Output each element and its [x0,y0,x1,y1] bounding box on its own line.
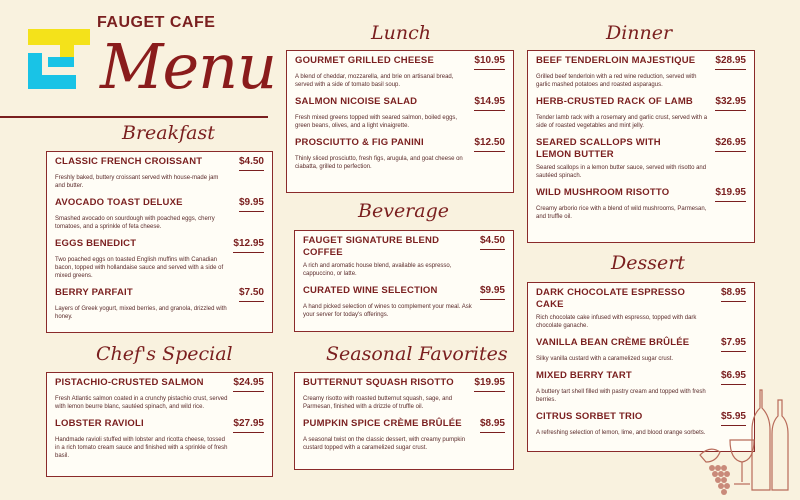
item-name: GOURMET GRILLED CHEESE [295,55,434,66]
beverage-panel [294,230,514,332]
section-title-breakfast: Breakfast [122,122,215,144]
item-name: PISTACHIO-CRUSTED SALMON [55,377,204,388]
item-price: $24.95 [233,377,264,392]
item-description: A hand picked selection of wines to complement your meal. Ask your server for today's offerings. [303,304,472,318]
item-price: $32.95 [715,96,746,111]
item-description: Creamy arborio rice with a blend of wild mushrooms, Parmesan, and truffle oil. [536,206,707,220]
item-name: EGGS BENEDICT [55,238,137,249]
menu-item [295,137,505,171]
item-price: $8.95 [480,418,505,433]
menu-item [303,285,505,319]
item-name: CURATED WINE SELECTION [303,285,438,296]
item-description: Smashed avocado on sourdough with poached eggs, cherry tomatoes, and a sprinkle of feta cheese. [55,216,215,230]
item-description: Seared scallops in a lemon butter sauce, served with risotto and sautéed spinach. [536,165,707,179]
menu-item [55,238,264,280]
item-name: DARK CHOCOLATE ESPRESSO CAKE [536,287,686,310]
item-price: $9.95 [239,197,264,212]
item-price: $4.50 [480,235,505,250]
seasonal-favorites-panel [294,372,514,470]
item-name: CLASSIC FRENCH CROISSANT [55,156,203,167]
item-price: $12.95 [233,238,264,253]
item-price: $9.95 [480,285,505,300]
menu-item [536,137,746,180]
item-description: A blend of cheddar, mozzarella, and brie on artisanal bread, served with a side of tomato basil soup. [295,74,454,88]
item-name: LOBSTER RAVIOLI [55,418,144,429]
section-title-dessert: Dessert [611,252,685,274]
item-name: BEEF TENDERLOIN MAJESTIQUE [536,55,696,66]
menu-item [55,287,264,321]
cafe-logo-icon [26,27,96,91]
item-description: Fresh Atlantic salmon coated in a crunchy pistachio crust, served with lemon beurre blanc, sautéed spinach, and wild rice. [55,396,228,410]
item-price: $4.50 [239,156,264,171]
section-title-dinner: Dinner [606,22,673,44]
item-name: SEARED SCALLOPS WITH LEMON BUTTER [536,137,661,160]
breakfast-panel [46,151,273,333]
menu-item [55,156,264,190]
section-title-beverage: Beverage [358,200,450,222]
menu-item [55,377,264,411]
menu-item [536,187,746,221]
item-price: $28.95 [715,55,746,70]
item-description: Rich chocolate cake infused with espresso, topped with dark chocolate ganache. [536,315,697,329]
menu-item [303,418,505,452]
item-price: $7.95 [721,337,746,352]
item-description: Freshly baked, buttery croissant served with house-made jam and butter. [55,175,219,189]
item-description: Thinly sliced prosciutto, fresh figs, arugula, and goat cheese on ciabatta, grilled to perfection. [295,156,463,170]
item-name: BUTTERNUT SQUASH RISOTTO [303,377,454,388]
menu-item [55,418,264,460]
item-name: PROSCIUTTO & FIG PANINI [295,137,424,148]
item-price: $12.50 [474,137,505,152]
item-name: BERRY PARFAIT [55,287,133,298]
menu-item [536,287,746,330]
item-price: $10.95 [474,55,505,70]
menu-title: Menu [100,30,277,103]
item-price: $5.95 [721,411,746,426]
item-name: AVOCADO TOAST DELUXE [55,197,183,208]
item-price: $6.95 [721,370,746,385]
item-description: Silky vanilla custard with a caramelized sugar crust. [536,356,674,362]
section-title-chefs-special: Chef's Special [96,343,233,365]
wine-grapes-illustration-icon [690,350,800,500]
item-description: Grilled beef tenderloin with a red wine reduction, served with garlic mashed potatoes and roasted asparagus. [536,74,697,88]
header-divider [0,116,268,118]
section-title-seasonal-favorites: Seasonal Favorites [326,343,508,365]
item-description: Tender lamb rack with a rosemary and garlic crust, served with a side of roasted vegetables and mint jelly. [536,115,708,129]
menu-item [536,96,746,130]
item-description: Two poached eggs on toasted English muffins with Canadian bacon, topped with hollandaise sauce and served with a side of mixed greens. [55,257,224,279]
item-price: $8.95 [721,287,746,302]
menu-item [303,377,505,411]
item-price: $7.50 [239,287,264,302]
menu-item [55,197,264,231]
item-name: HERB-CRUSTED RACK OF LAMB [536,96,693,107]
item-description: A buttery tart shell filled with pastry cream and topped with fresh berries. [536,389,706,403]
item-description: Creamy risotto with roasted butternut squash, sage, and Parmesan, finished with a drizzle of truffle oil. [303,396,453,410]
dinner-panel [527,50,755,243]
item-description: Fresh mixed greens topped with seared salmon, boiled eggs, green beans, olives, and a light vinaigrette. [295,115,458,129]
item-name: PUMPKIN SPICE CRÈME BRÛLÉE [303,418,462,429]
item-price: $26.95 [715,137,746,152]
section-title-lunch: Lunch [371,22,431,44]
item-name: CITRUS SORBET TRIO [536,411,643,422]
item-name: VANILLA BEAN CRÈME BRÛLÉE [536,337,690,348]
menu-item [295,55,505,89]
item-price: $19.95 [715,187,746,202]
item-description: A rich and aromatic house blend, available as espresso, cappuccino, or latte. [303,263,452,277]
item-price: $19.95 [474,377,505,392]
item-name: FAUGET SIGNATURE BLEND COFFEE [303,235,440,258]
item-description: Handmade ravioli stuffed with lobster and ricotta cheese, tossed in a rich tomato cream sauce and finished with a sprinkle of fresh basil. [55,437,228,459]
item-name: WILD MUSHROOM RISOTTO [536,187,670,198]
item-name: MIXED BERRY TART [536,370,632,381]
item-description: A seasonal twist on the classic dessert, with creamy pumpkin custard topped with a caramelized sugar crust. [303,437,466,451]
lunch-panel [286,50,514,193]
item-name: SALMON NICOISE SALAD [295,96,418,107]
item-price: $14.95 [474,96,505,111]
item-price: $27.95 [233,418,264,433]
menu-item [303,235,505,278]
menu-item [536,55,746,89]
menu-item [295,96,505,130]
item-description: Layers of Greek yogurt, mixed berries, and granola, drizzled with honey. [55,306,227,320]
cafe-name: FAUGET CAFE [97,14,216,31]
item-description: A refreshing selection of lemon, lime, and blood orange sorbets. [536,430,706,436]
chefs-special-panel [46,372,273,477]
